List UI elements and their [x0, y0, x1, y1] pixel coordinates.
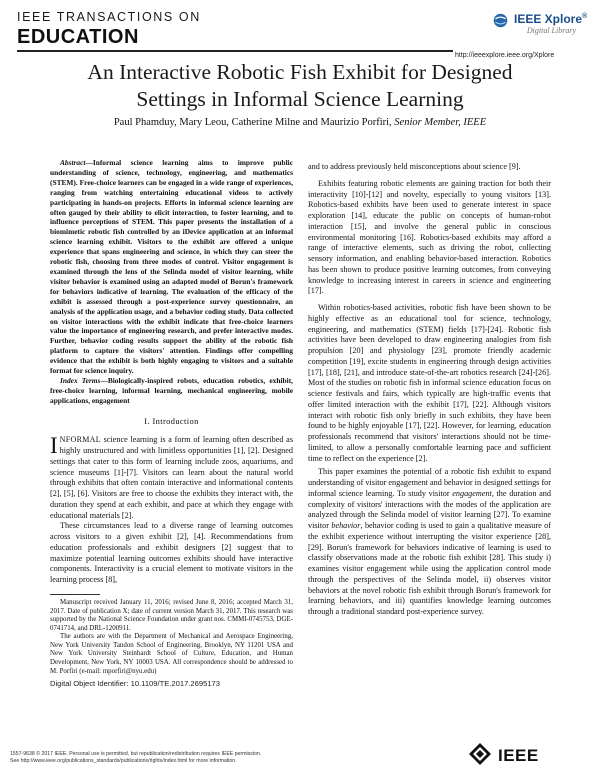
right-paragraph-2: Within robotics-based activities, robotic fish have been shown to be highly effective as an educational tool for science, technology, engineering, and mathematics (STEM) fields [17]-[24]. Robotic fish activities have been developed to draw engineering analogies from fish propulsion [20] and physiology [23], promote friendly academic competition [19], excite students in engineering through design activities [17], [18], [21], and introduce state-of-the-art robotics research [24]-[26]. Most of the studies on robotic fish in informal science education focus on science festivals and fairs, which typically are high-traffic events that offer limited interaction with the exhibit [17], [22]. Although visitors interact with robotic fish only briefly in such exhibits, they have been found to be highly enjoyable [17], [22]. However, for learning, education professionals recommend that visitors' interactions should not be time-limited, to allow a personally comfortable learning pace and sufficient time to reflect on the experience [2].	[308, 303, 551, 463]
xplore-logo	[514, 12, 588, 35]
intro-paragraph-2: These circumstances lead to a diverse range of learning outcomes across visitors to a given exhibit [2], [4]. Recommendations from education professionals and exhibit designers [2] suggest that to maximize potential learning outcomes exhibits should have interactive components. Interactivity is a crucial element to motivate visitors in the learning process [8],	[50, 521, 293, 585]
right-paragraph-3: This paper examines the potential of a robotic fish exhibit to expand understanding of visitor engagement and behavior in designed settings for informal science learning. To study visitor engagement, the duration and complexity of visitors' interactions with the modes of the application are analyzed through the Selinda model of visitor learning [27]. To examine visitor behavior, behavior coding is used to gain a qualitative measure of the exhibit experience without interrupting the visitor experience [28], [29]. Borun's framework for behaviors indicative of learning is used to classify observations made at the robotic fish exhibit [28]. This study i) examines visitor engagement while using the application control mode through the perspectives of the Selinda model, ii) observes visitor behaviors at the novel robotic fish exhibit through Borun's framework for learning behaviors, and iii) quantifies knowledge learning outcomes through a traditional standard post-experience survey.	[308, 467, 551, 616]
footnote-rule	[50, 594, 100, 595]
journal-name-line2: EDUCATION	[17, 26, 139, 48]
abstract-text: —Informal science learning aims to improve public understanding of science, technology, engineering, and mathematics (STEM). Free-choice learners can be engaged in a wide range of experiences, ranging from watching entertaining educational videos to actively participating in hands-on projects. Efforts in informal science learning are often gauged by their ability to elicit interaction, to foster learning, and to influence perceptions of STEM. This paper presents the installation of a biomimetic robotic fish controlled by an iDevice application at an informal science learning exhibit. Visitors to the exhibit are offered a unique experience that spans engineering and science, in which they can steer the robotic fish, choosing from three modes of control. Visitor engagement is examined through the lens of the Selinda model of visitor learning, while visitor behavior is examined using an adapted model of Borun's framework for behaviors indicative of learning. The evaluation of the efficacy of the exhibit is assessed through a post-experience survey questionnaire, an analysis of the application usage, and a behavior coding study. Data collected on visitor interactions with the exhibit indicate that free-choice learners value the importance of engineering research, and prefer interactive modes. Further, behavior coding results support the ability of the robotic fish platform to capture the visitors' attention. Findings offer compelling evidence that the exhibit is both highly engaging to visitors and a suitable format for science inquiry.	[50, 158, 293, 376]
journal-name-line1: IEEE TRANSACTIONS ON	[17, 10, 201, 24]
emphasis-behavior: behavior	[331, 521, 361, 530]
xplore-url: http://ieeexplore.ieee.org/Xplore	[455, 52, 555, 59]
xplore-globe-icon	[492, 12, 509, 29]
right-paragraph-0: and to address previously held misconceptions about science [9].	[308, 162, 521, 171]
right-paragraph-1: Exhibits featuring robotic elements are gaining traction for both their interactivity [10]-[12] and novelty, especially to young visitors [13]. Robotics-based exhibits have been used to generate interest in space exploration [14], educate the public on concepts of human-robot interaction [15], and involve the general public in conscious environmental monitoring [16]. Robotics-based exhibits may afford a range of interactive elements, such as driving the robot, collecting sensory information, and enabling behavior-based interaction. Robotics has been shown to produce positive learning outcomes, from conveying knowledge to increasing interest in careers in science and engineering [17].	[308, 178, 551, 296]
emphasis-engagement: engagement	[452, 488, 492, 498]
author-list	[20, 117, 580, 128]
abstract-label: Abstract	[60, 158, 86, 167]
xplore-tagline: Digital Library	[526, 26, 576, 35]
copyright-line-1: 1557-9638 © 2017 IEEE. Personal use is permitted, but republication/redistribution requires IEEE permission.	[10, 751, 262, 757]
section-heading-introduction: I. Introduction	[144, 416, 199, 426]
copyright-notice	[10, 751, 430, 765]
ieee-logo-wordmark: IEEE	[498, 746, 539, 765]
author-membership: Senior Member, IEEE	[394, 117, 487, 128]
index-terms	[50, 376, 293, 406]
title-line-2: Settings in Informal Science Learning	[136, 87, 464, 111]
header-rule	[17, 50, 453, 52]
footnote-manuscript: Manuscript received January 11, 2016; revised June 8, 2016; accepted March 31, 2017. Date of publication X; date of current version March 31, 2017. This research was supported by the National Science Foundation under grant nos. CMMI-0745753, DGE-0741714, and DRL-1200911.	[50, 598, 293, 632]
left-column	[50, 158, 293, 690]
footnote-affiliation: The authors are with the Department of Mechanical and Aerospace Engineering, New York University Tandon School of Engineering, Brooklyn, NY 11201 USA and New York University Steinhardt School of Culture, Education, and Human Development, New York, NY 10003 USA. All correspondence should be addressed to M. Porfiri (e-mail: mporfiri@nyu.edu)	[50, 633, 293, 675]
index-terms-text: —Biologically-inspired robots, education robotics, exhibit, free-choice learning, informal learning, mechanical engineering, mobile applications, engagement	[50, 375, 294, 405]
drop-cap: I	[50, 433, 58, 459]
intro-paragraph-1	[50, 435, 293, 521]
abstract	[50, 158, 293, 376]
paper-title	[20, 59, 580, 113]
intro-paragraph-1-text: science learning is a form of learning often described as highly unstructured and with limitless opportunities [1], [2]. Designed settings that cater to this form of learning include zoos, aquariums, and science museums [1]-[7]. Visitors can learn about the natural world through exhibits that often contain interactive and informational contents [2], [5], [6]. Visitors are free to choose the exhibits they interact with, the duration they spend at each exhibit, and pace at which they engage with educational materials [2].	[50, 435, 294, 520]
xplore-wordmark: IEEE Xplore®	[514, 12, 588, 26]
intro-smallcaps: NFORMAL	[59, 435, 101, 445]
ieee-diamond-icon	[468, 742, 492, 766]
title-line-1: An Interactive Robotic Fish Exhibit for Designed	[87, 60, 513, 84]
copyright-line-2: See http://www.ieee.org/publications_standards/publications/rights/index.html for more information.	[10, 757, 237, 764]
doi: Digital Object Identifier: 10.1109/TE.2017.2695173	[50, 679, 220, 689]
footnotes	[50, 599, 293, 676]
index-terms-label: Index Terms	[60, 375, 101, 385]
right-column	[308, 162, 551, 618]
author-names: Paul Phamduy, Mary Leou, Catherine Milne and Maurizio Porfiri,	[113, 117, 392, 128]
